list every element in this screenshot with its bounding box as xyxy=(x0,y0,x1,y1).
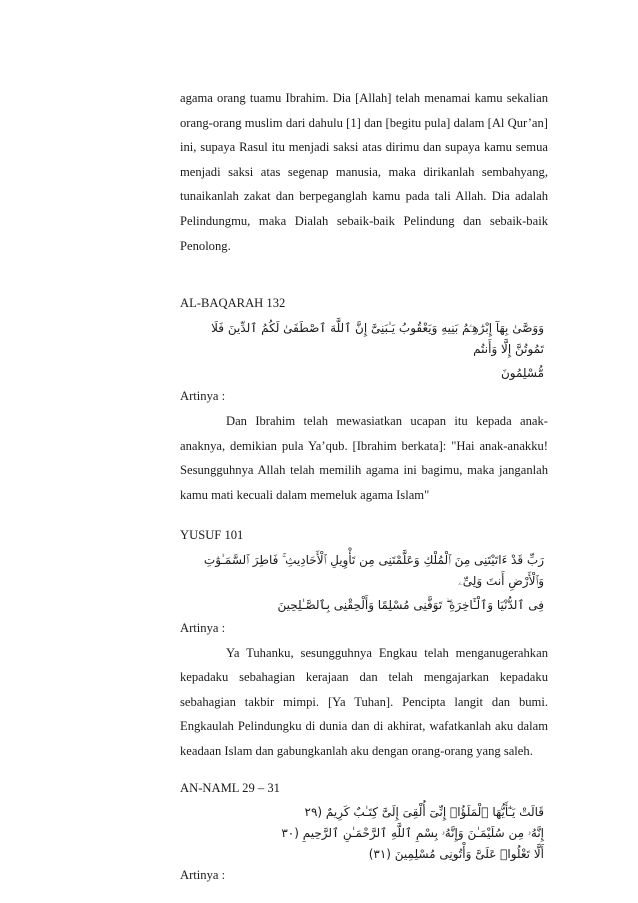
verse-section-yusuf xyxy=(180,526,548,764)
document-page xyxy=(180,86,548,884)
verse-section-al-baqarah xyxy=(180,294,548,507)
arabic-verse-line: قَالَتْ يَـٰٓأَيُّهَا ٱلْمَلَؤُا۟ إِنِّىٓ أُلْقِىَ إِلَىَّ كِتَـٰبٌ كَرِيمٌ (٢٩ xyxy=(304,804,544,819)
translation-paragraph: Ya Tuhanku, sesungguhnya Engkau telah menganugerahkan kepadaku sebahagian kerajaan dan telah mengajarkan kepadaku sebahagian takbir mimpi. [Ya Tuhan]. Pencipta langit dan bumi. Engkaulah Pelindungku di dunia dan di akhirat, wafatkanlah aku dalam keadaan Islam dan gabungkanlah aku dengan orang-orang yang saleh. xyxy=(180,645,548,758)
verse-heading: YUSUF 101 xyxy=(180,527,244,542)
arabic-verse-line: وَوَصَّىٰ بِهَآ إِبْرَٰهِـۧمُ بَنِيهِ وَيَعْقُوبُ يَـٰبَنِىَّ إِنَّ ٱللَّهَ ٱصْطَفَىٰ لَكُمُ ٱلدِّينَ فَلَا تَمُوتُنَّ إِلَّا وَأَنتُم xyxy=(211,321,544,357)
verse-section-an-naml xyxy=(180,779,548,884)
verse-heading: AN-NAML 29 – 31 xyxy=(180,780,280,795)
verse-heading: AL-BAQARAH 132 xyxy=(180,296,286,311)
translation-label: Artinya : xyxy=(180,867,226,882)
arabic-verse-line: رَبِّ قَدْ ءَاتَيْتَنِى مِنَ ٱلْمُلْكِ وَعَلَّمْتَنِى مِن تَأْوِيلِ ٱلْأَحَادِيثِ ۚ فَاطِرَ ٱلسَّمَـٰوَٰتِ وَٱلْأَرْضِ أَنتَ وَلِىِّۦ xyxy=(203,552,544,588)
translation-paragraph: Dan Ibrahim telah mewasiatkan ucapan itu kepada anak-anaknya, demikian pula Ya’qub. [Ibrahim berkata]: "Hai anak-anakku! Sesungguhnya Allah telah memilih agama ini bagimu, maka janganlah kamu mati kecuali dalam memeluk agama Islam" xyxy=(180,414,548,502)
arabic-verse-line: مُّسْلِمُونَ xyxy=(500,366,544,381)
translation-label: Artinya : xyxy=(180,620,226,635)
translation-label: Artinya : xyxy=(180,389,226,404)
intro-section xyxy=(180,86,548,258)
arabic-verse-line: فِى ٱلدُّنْيَا وَٱلْـَٔاخِرَةِ ۖ تَوَفَّنِى مُسْلِمًا وَأَلْحِقْنِى بِٱلصَّـٰلِحِينَ xyxy=(277,597,544,612)
arabic-verse-line: إِنَّهُۥ مِن سُلَيْمَـٰنَ وَإِنَّهُۥ بِسْمِ ٱللَّهِ ٱلرَّحْمَـٰنِ ٱلرَّحِيمِ (٣٠ xyxy=(281,825,544,840)
intro-paragraph: agama orang tuamu Ibrahim. Dia [Allah] telah menamai kamu sekalian orang-orang muslim dari dahulu [1] dan [begitu pula] dalam [Al Qur’an] ini, supaya Rasul itu menjadi saksi atas dirimu dan supaya kamu semua menjadi saksi atas segenap manusia, maka dirikanlah sembahyang, tunaikanlah zakat dan berpeganglah kamu pada tali Allah. Dia adalah Pelindungmu, maka Dialah sebaik-baik Pelindung dan sebaik-baik Penolong. xyxy=(180,91,548,253)
arabic-verse-line: أَلَّا تَعْلُوا۟ عَلَىَّ وَأْتُونِى مُسْلِمِينَ (٣١) xyxy=(368,846,544,861)
